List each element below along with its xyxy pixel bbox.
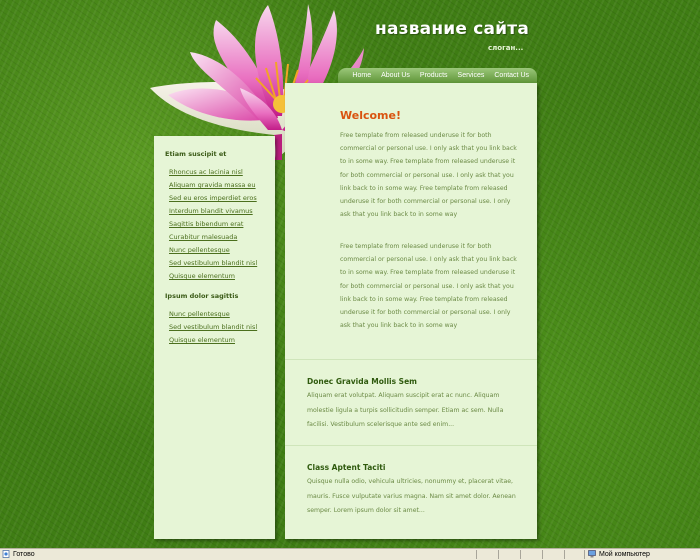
- sidebar-link[interactable]: Nunc pellentesque: [169, 310, 230, 318]
- sidebar-link[interactable]: Quisque elementum: [169, 272, 235, 280]
- intro-paragraph-2: Free template from released underuse it for both commercial or personal use. I only ask that you link back to in some way. Free template from released underuse it for both commercial or personal use. I only ask that you link back to in some way. Free template from released underuse it for both commercial or personal use. I only ask that you link back to in some way: [340, 243, 517, 330]
- sidebar-link[interactable]: Sagittis bibendum erat: [169, 220, 244, 228]
- sidebar-link[interactable]: Curabitur malesuada: [169, 233, 238, 241]
- nav-home[interactable]: Home: [352, 72, 372, 79]
- section-text-donec: Aliquam erat volutpat. Aliquam suscipit erat ac nunc. Aliquam molestie ligula a turpis sollicitudin semper. Etiam ac sem. Nulla facilisi. Vestibulum scelerisque ante sed enim...: [307, 392, 504, 428]
- nav-about-us[interactable]: About Us: [381, 72, 410, 79]
- section-title-donec: Donec Gravida Mollis Sem: [307, 377, 417, 386]
- section-title-class: Class Aptent Taciti: [307, 463, 386, 472]
- divider: [285, 445, 537, 446]
- sidebar-link[interactable]: Nunc pellentesque: [169, 246, 230, 254]
- sidebar-link[interactable]: Sed eu eros imperdiet eros: [169, 194, 257, 202]
- sidebar-list-1: [169, 166, 257, 283]
- site-title: название сайта: [375, 19, 530, 39]
- intro-paragraph-1: Free template from released underuse it for both commercial or personal use. I only ask that you link back to in some way. Free template from released underuse it for both commercial or personal use. I only ask that you link back to in some way. Free template from released underuse it for both commercial or personal use. I only ask that you link back to in some way: [340, 132, 517, 219]
- nav-services[interactable]: Services: [457, 72, 485, 79]
- status-separator: [476, 550, 477, 559]
- zone-text: Мой компьютер: [599, 550, 650, 558]
- sidebar-heading-1: Etiam suscipit et: [165, 150, 227, 158]
- main-nav: [338, 68, 537, 83]
- sidebar-link[interactable]: Aliquam gravida massa eu: [169, 181, 256, 189]
- sidebar-link[interactable]: Quisque elementum: [169, 336, 235, 344]
- sidebar-link[interactable]: Rhoncus ac lacinia nisl: [169, 168, 243, 176]
- nav-contact-us[interactable]: Contact Us: [494, 72, 529, 79]
- status-separator: [498, 550, 499, 559]
- sidebar-link[interactable]: Interdum blandit vivamus: [169, 207, 253, 215]
- sidebar-list-2: [169, 308, 257, 347]
- main-content: [285, 83, 537, 539]
- status-text: Готово: [13, 550, 35, 558]
- status-zone: [588, 550, 650, 558]
- status-separator: [520, 550, 521, 559]
- status-separator: [542, 550, 543, 559]
- section-text-class: Quisque nulla odio, vehicula ultricies, nonummy et, placerat vitae, mauris. Fusce vulputate varius magna. Nam sit amet dolor. Aenean semper. Lorem ipsum dolor sit amet...: [307, 478, 516, 514]
- site-slogan: слоган...: [488, 44, 524, 52]
- status-separator: [584, 550, 585, 559]
- divider: [285, 359, 537, 360]
- sidebar-link[interactable]: Sed vestibulum blandit nisl: [169, 323, 258, 331]
- sidebar: [154, 136, 275, 539]
- sidebar-heading-2: Ipsum dolor sagittis: [165, 292, 239, 300]
- page-icon: [2, 550, 10, 558]
- status-separator: [564, 550, 565, 559]
- status-bar: [0, 548, 700, 560]
- status-left: [2, 550, 35, 558]
- welcome-heading: Welcome!: [340, 109, 401, 122]
- nav-products[interactable]: Products: [419, 72, 448, 79]
- computer-icon: [588, 550, 596, 558]
- sidebar-link[interactable]: Sed vestibulum blandit nisl: [169, 259, 258, 267]
